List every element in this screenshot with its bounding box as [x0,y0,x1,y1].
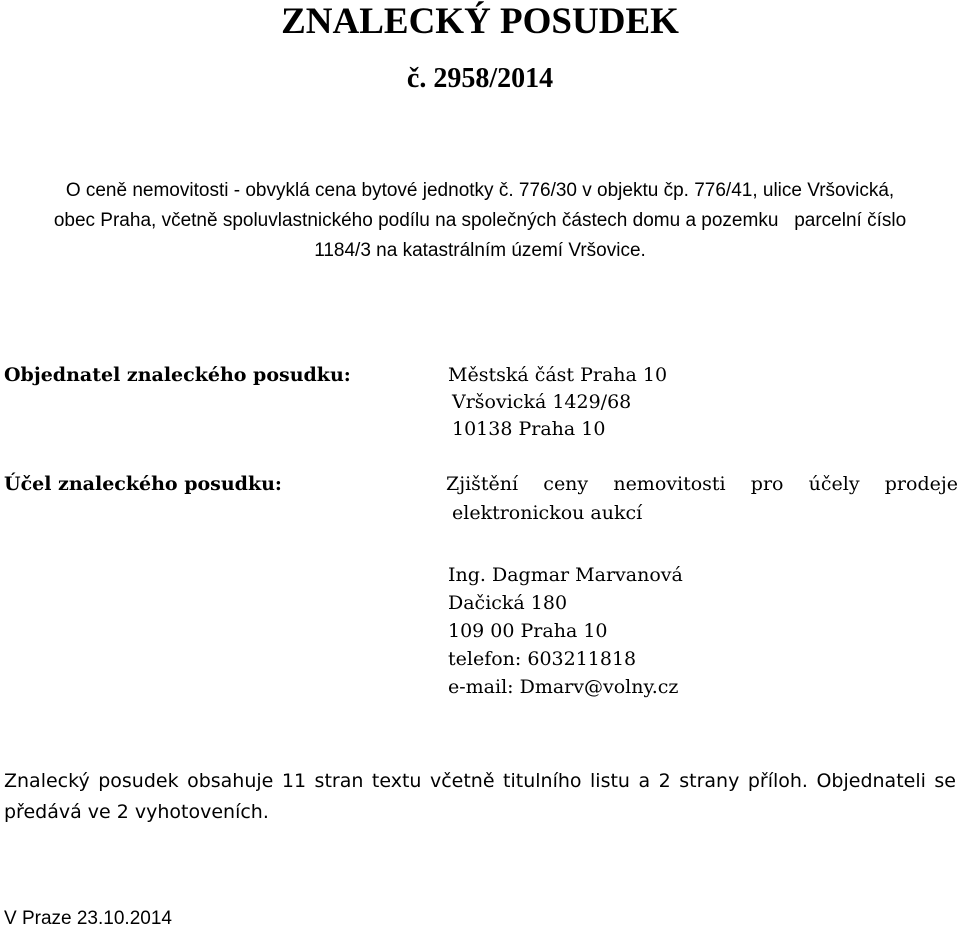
purpose-word: prodeje [884,473,958,495]
subject-line-3: 1184/3 na katastrálním území Vršovice. [314,240,646,261]
client-city: 10138 Praha 10 [452,418,606,440]
expert-email: e-mail: Dmarv@volny.cz [448,676,679,698]
client-street: Vršovická 1429/68 [452,391,632,413]
purpose-word: účely [808,473,860,495]
document-date: V Praze 23.10.2014 [4,908,172,929]
purpose-word: Zjištění [446,473,519,495]
expert-city: 109 00 Praha 10 [448,620,608,642]
purpose-label: Účel znaleckého posudku: [4,473,282,495]
purpose-line-2: elektronickou aukcí [452,502,643,524]
purpose-word: ceny [543,473,589,495]
expert-phone: telefon: 603211818 [448,648,637,670]
document-title: ZNALECKÝ POSUDEK [281,1,679,42]
expert-street: Dačická 180 [448,592,568,614]
subject-paragraph [4,176,956,266]
subject-line-1: O ceně nemovitosti - obvyklá cena bytové jednotky č. 776/30 v objektu čp. 776/41, ulice Vršovická, [65,180,895,201]
purpose-word: nemovitosti [613,473,726,495]
client-name: Městská část Praha 10 [448,364,668,386]
document-number: č. 2958/2014 [406,63,554,94]
expert-name: Ing. Dagmar Marvanová [448,564,683,586]
purpose-line-1 [446,470,958,498]
subject-line-2: obec Praha, včetně spoluvlastnického podílu na společných částech domu a pozemku parcelní číslo [53,210,907,231]
footer-paragraph: Znalecký posudek obsahuje 11 stran textu včetně titulního listu a 2 strany příloh. Objednateli se předává ve 2 vyhotoveních. [4,770,956,823]
client-label: Objednatel znaleckého posudku: [4,364,351,386]
purpose-word: pro [750,473,784,495]
